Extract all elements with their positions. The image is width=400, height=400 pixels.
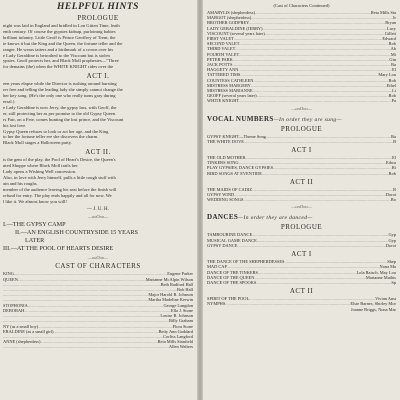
dances-subtitle: —In order they are danced—: [238, 215, 313, 222]
leader-dots: [225, 301, 350, 306]
role: AMARYLIS (shepherdess): [207, 10, 255, 15]
actor: Gillett: [384, 30, 396, 36]
role: COUNTESS CATHLEEN: [207, 77, 254, 83]
text-line: brilliant infantry. Little Geoff is Prince Geoffrey of Trent, the: [3, 34, 116, 40]
actor: Ra: [391, 62, 396, 68]
text-line: enth century. Of course the gypsies kidnap, purloining babies: [3, 28, 116, 34]
singer: Ri: [391, 165, 396, 171]
song-title: GYPSY KNIGHT—Theme Song: [207, 133, 266, 139]
actor: Li: [392, 88, 396, 94]
role: MISTRESS MARGERY: [207, 82, 251, 88]
role: QUEEN: [3, 276, 18, 282]
leader-dots: [262, 171, 389, 176]
text-line: er, still protecting her as per promise to the old Gypsy Queen.: [3, 110, 117, 116]
text-line: Gypsy Queen refuses to look or act her age, and the King: [3, 128, 109, 134]
song-title: BIRD SONGS AT EVENTIDE: [207, 170, 262, 176]
song-title: PLAY GYPSIES, DANCE GYPSIES: [207, 165, 274, 171]
leader-dots: [239, 98, 392, 103]
text-line: Lady opens a Wishing Well concession.: [3, 169, 77, 175]
text-line: ersal.): [3, 98, 15, 104]
actor: Marianne McAlpin Wilson: [145, 276, 193, 282]
actor: Ella J. Stone: [170, 307, 193, 313]
role: ANNE (shepherdess): [3, 339, 41, 345]
actor: Rob: [388, 93, 396, 99]
dancer: Nona Ma: [379, 264, 396, 270]
dance-title: DANCE OF THE QUEEN: [207, 274, 255, 280]
song-row: [207, 139, 396, 144]
actor: Mi: [390, 51, 396, 57]
dances-title: [207, 213, 396, 221]
act1-text: [3, 81, 193, 146]
role: TATTERED TIMS: [207, 72, 241, 78]
leader-dots: [256, 280, 391, 285]
scenes-list: [3, 221, 193, 253]
cast-list: [3, 271, 193, 349]
actor: El: [392, 67, 396, 73]
vocal-act1-heading: ACT I: [291, 146, 312, 155]
singer: El: [392, 155, 396, 161]
role: FIRST VALET: [207, 36, 234, 42]
dancer: Sp: [391, 279, 396, 285]
dancer: Gyp: [388, 232, 396, 238]
dances-title-text: DANCES: [207, 213, 239, 222]
dances-prologue-heading: PROLOGUE: [280, 223, 323, 232]
dance-row: [207, 307, 396, 312]
dance-title: MAD CAP: [207, 264, 227, 270]
cast-continued-note: (Cast of Characters Continued): [273, 3, 330, 8]
dancer: Marianne Mathis: [365, 274, 396, 280]
text-line: her key song. (He's the only one who really turns gray during: [3, 93, 116, 99]
prologue-text: [3, 23, 193, 70]
actor: Betty Ann Goddard: [158, 328, 193, 334]
text-line: ain and his roughs.: [3, 180, 38, 186]
role: MARGOT (shepherdess): [207, 15, 252, 21]
prologue-heading: PROLOGUE: [77, 14, 119, 22]
song-row: [207, 197, 396, 202]
actor: Gin: [389, 56, 396, 62]
actor: Reta Mills Stanfield: [157, 339, 193, 345]
actor: Martha Madeline Kerwin: [148, 297, 193, 303]
act2-heading: ACT II.: [85, 148, 111, 157]
role: STOPHONIA: [3, 302, 28, 308]
act1-heading: ACT I.: [86, 72, 110, 81]
text-line: nted Shoppe where Black Moll trails her.: [3, 163, 79, 169]
dance-title: TAMBOURINE DANCE: [207, 232, 253, 238]
text-line: e Lady Geraldine is now Jerry, the gypsy lass, with Geoff, the: [3, 104, 117, 110]
text-line: rer free and telling the leading lady she simply cannot change the: [3, 87, 123, 93]
song-title: THE WHITE DOVE: [207, 138, 244, 144]
actor: Rob: [388, 41, 396, 47]
vocal-act2-heading: ACT II: [289, 177, 314, 186]
actor: Corliss Langford: [163, 333, 193, 339]
cast-heading: CAST OF CHARACTERS: [55, 262, 141, 271]
divider: —ooOoo—: [87, 255, 109, 261]
text-line: for demains (the) when the WHITE KNIGHT rides over the: [3, 64, 114, 70]
cast-continued-list: [207, 10, 396, 104]
dance-title: THE DANCE OF THE SHEPHERDESSES: [207, 259, 285, 265]
cast-row: [3, 344, 193, 349]
actor: Ethel: [386, 82, 396, 88]
dance-title: GYPSY DANCE: [207, 242, 238, 248]
vocal-prologue-heading: PROLOGUE: [280, 124, 323, 133]
song-title: TINKERS SONG: [207, 160, 239, 166]
text-line: Also, in love with Jerry himself, pulls a little rough stuff with: [3, 174, 116, 180]
dancer: Gyp: [388, 237, 396, 243]
role: MISTRESS MARIANNE: [207, 88, 253, 94]
role: PETER PARK: [207, 56, 233, 62]
actor: Rob: [388, 77, 396, 83]
cast-row: [207, 98, 396, 103]
text-line: night was laid in England and bridled in Lon Gitten Time, leath: [3, 23, 120, 28]
singer: B: [393, 138, 396, 144]
text-line: ypsies. Geoff protects her, and Black Moll prophesies—"Three: [3, 58, 119, 64]
role: GEOFF (several years later): [207, 93, 257, 99]
dancer: Shep: [387, 259, 396, 265]
scene-item: II.—AN ENGLISH COUNTRYSIDE 15 YEARS: [15, 229, 139, 237]
dances-act1-heading: ACT I: [291, 250, 312, 259]
song-title: GYPSY WIND: [207, 192, 235, 198]
vocal-subtitle: —In order they are sung—: [273, 116, 342, 123]
actor: Reta Mills Sta: [370, 10, 396, 15]
actor: Louise R. Johnson: [160, 313, 193, 319]
text-line: een years elapse while the Director is rushing around bursting: [3, 81, 117, 87]
dancer: Joanne Briggs, Nona Mar: [350, 306, 396, 312]
role: DEBORAH: [3, 307, 25, 313]
role: WHITE KNIGHT: [207, 98, 240, 104]
act2-text: [3, 157, 193, 204]
dancer: Dorot: [385, 242, 396, 248]
text-line: ie knows it but the King and the Queen, the fortune teller and the: [3, 40, 123, 46]
text-line: l like it. We almost know you will!: [3, 198, 67, 204]
dance-title: DANCE OF THE TINKERS: [207, 269, 258, 275]
singer: Edwa: [386, 160, 396, 166]
role: VISCOUNT (several years later): [207, 30, 265, 36]
role: SECOND VALET: [207, 41, 240, 47]
actor: George Langdon: [163, 302, 193, 308]
actor: Edward: [382, 36, 396, 42]
singer: Ro: [390, 197, 396, 203]
leader-dots: [3, 344, 169, 349]
divider: —ooOoo—: [87, 214, 109, 220]
role: LADY GERALDINE (JERRY): [207, 25, 263, 31]
divider: —ooOoo—: [291, 105, 312, 111]
role: ERALDINE (as a small girl): [3, 328, 54, 334]
actor: Bob Hall: [177, 287, 193, 293]
actor: Billy Graham: [168, 318, 193, 324]
actor: Flora Stone: [172, 323, 193, 329]
song-title: WEDDING SONGS: [207, 197, 244, 203]
text-line: to her the fortune teller ere she discovers the charm.: [3, 134, 99, 140]
song-row: [207, 171, 396, 176]
role: NY (as a small boy): [3, 323, 39, 329]
helpful-hints-title: HELPFUL HINTS: [57, 2, 139, 12]
dance-title: SPIRIT OF THE POOL: [207, 296, 250, 302]
actor: Pa: [391, 98, 396, 104]
divider: —ooOoo—: [291, 204, 312, 210]
text-line: refund for entry. The play ends happily and all for now. We: [3, 192, 112, 198]
scene-item: LATER: [25, 237, 45, 245]
text-line: is the gem of the play, the Pool of Heart's Desire, the Queen's: [3, 157, 116, 163]
role: KING: [3, 271, 14, 277]
dance-title: MUSICAL GAME DANCE: [207, 237, 257, 243]
text-line: rs Fair, on a Fete, comes hunting the lost prince, and the Viscount: [3, 116, 124, 122]
vocal-numbers-title: [207, 115, 396, 123]
dance-title: NYMPHS: [207, 301, 226, 307]
actor: Ir: [393, 15, 396, 21]
dancer: Elsie Barnes, Shirley Mor: [350, 301, 396, 307]
actor: Major Harold R. Johnson: [148, 292, 193, 298]
dance-row: [207, 243, 396, 248]
dances-act2-heading: ACT II: [289, 287, 314, 296]
signature: — J. U. H.: [87, 207, 109, 213]
song-title: THE MAIDS OF CADIZ: [207, 186, 253, 192]
actor: Bryan: [385, 20, 396, 26]
text-line: e Lady Geraldine is betrothed to the Viscount but is stolen: [3, 52, 110, 58]
vocal-title-text: VOCAL NUMBERS: [207, 114, 274, 123]
scene-item: I.—THE GYPSY CAMP: [3, 221, 66, 229]
left-page: [0, 0, 197, 400]
actor: Mary Lou: [378, 72, 396, 78]
role: JACK POTTS: [207, 62, 233, 68]
dance-row: [207, 280, 396, 285]
actor: Ab: [390, 46, 396, 52]
text-line: his lost love.: [3, 122, 27, 128]
role: FOURTH VALET: [207, 51, 240, 57]
leader-dots: [237, 243, 385, 248]
song-title: THE OLD MOTHER: [207, 155, 246, 161]
text-line: member of the audience leaving his seat before the finish will: [3, 186, 117, 192]
role: THIRD VALET: [207, 46, 236, 52]
right-page: [203, 0, 400, 400]
leader-dots: [243, 197, 390, 202]
actor: Allen Walters: [168, 344, 193, 350]
actor: Beth Radford Hall: [160, 281, 193, 287]
role: BROTHER GODFREY: [207, 20, 250, 26]
singer: Dorot: [385, 192, 396, 198]
text-line: ranger. He wears tatters and a birthmark of a crown over his: [3, 46, 114, 52]
text-line: Black Moll stages a Halloween party.: [3, 140, 72, 146]
scene-item: III.—AT THE POOL OF HEARTS DESIRE: [3, 245, 114, 253]
singer: Rob: [388, 170, 396, 176]
role: HAGGETY ANN: [207, 67, 239, 73]
leader-dots: [244, 139, 393, 144]
singer: R: [393, 186, 396, 192]
singer: Ra: [391, 133, 396, 139]
dancer: Vivian Anst: [375, 296, 396, 302]
dancer: Lola Raisch, May Lou: [356, 269, 396, 275]
actor: Eugene Parker: [167, 271, 193, 277]
actor: Lucy: [386, 25, 396, 31]
dance-title: DANCE OF THE SPOOKS: [207, 279, 257, 285]
